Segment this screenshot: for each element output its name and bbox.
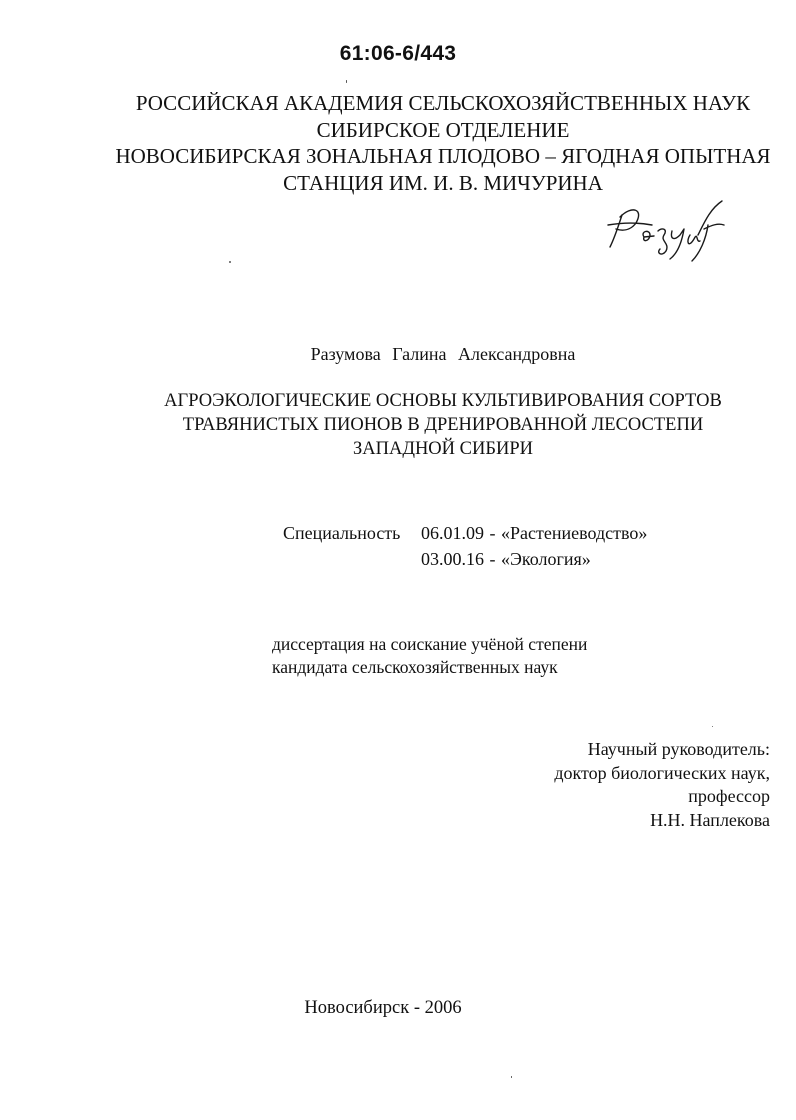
degree-line: кандидата сельскохозяйственных наук bbox=[272, 657, 558, 677]
specialty-block bbox=[283, 520, 647, 572]
specialty-row bbox=[283, 546, 647, 572]
institution-line: РОССИЙСКАЯ АКАДЕМИЯ СЕЛЬСКОХОЗЯЙСТВЕННЫХ НАУК bbox=[135, 91, 751, 115]
specialty-label: Специальность bbox=[283, 523, 401, 543]
institution-line: СТАНЦИЯ ИМ. И. В. МИЧУРИНА bbox=[283, 170, 603, 195]
supervisor-block bbox=[554, 738, 770, 832]
institution-line: НОВОСИБИРСКАЯ ЗОНАЛЬНАЯ ПЛОДОВО – ЯГОДНАЯ ОПЫТНАЯ bbox=[115, 144, 771, 168]
scan-speck bbox=[346, 80, 347, 83]
title-line: ТРАВЯНИСТЫХ ПИОНОВ В ДРЕНИРОВАННОЙ ЛЕСОСТЕПИ bbox=[182, 415, 704, 435]
institution-line: СИБИРСКОЕ ОТДЕЛЕНИЕ bbox=[316, 117, 570, 142]
specialty-label-spacer bbox=[283, 546, 421, 572]
institution-header bbox=[0, 90, 796, 196]
author-name: Разумова Галина Александровна bbox=[310, 344, 576, 364]
title-line: АГРОЭКОЛОГИЧЕСКИЕ ОСНОВЫ КУЛЬТИВИРОВАНИЯ СОРТОВ bbox=[164, 391, 722, 411]
degree-line: диссертация на соискание учёной степени bbox=[272, 634, 588, 654]
specialty-row bbox=[283, 520, 647, 546]
degree-statement bbox=[272, 633, 587, 679]
supervisor-line: доктор биологических наук, bbox=[554, 762, 770, 783]
supervisor-line: Научный руководитель: bbox=[587, 739, 770, 759]
supervisor-line: профессор bbox=[688, 786, 770, 806]
city-year: Новосибирск - 2006 bbox=[304, 998, 462, 1018]
scan-speck bbox=[712, 726, 713, 727]
scan-speck bbox=[229, 261, 231, 263]
title-line: ЗАПАДНОЙ СИБИРИ bbox=[352, 439, 533, 459]
handwritten-signature bbox=[600, 195, 740, 265]
scan-speck bbox=[511, 1076, 512, 1078]
specialty-item: 06.01.09 - «Растениеводство» bbox=[421, 523, 648, 543]
dissertation-title bbox=[0, 389, 796, 461]
specialty-item: 03.00.16 - «Экология» bbox=[421, 549, 591, 569]
supervisor-line: Н.Н. Наплекова bbox=[650, 809, 770, 830]
catalog-number: 61:06-6/443 bbox=[339, 42, 457, 65]
